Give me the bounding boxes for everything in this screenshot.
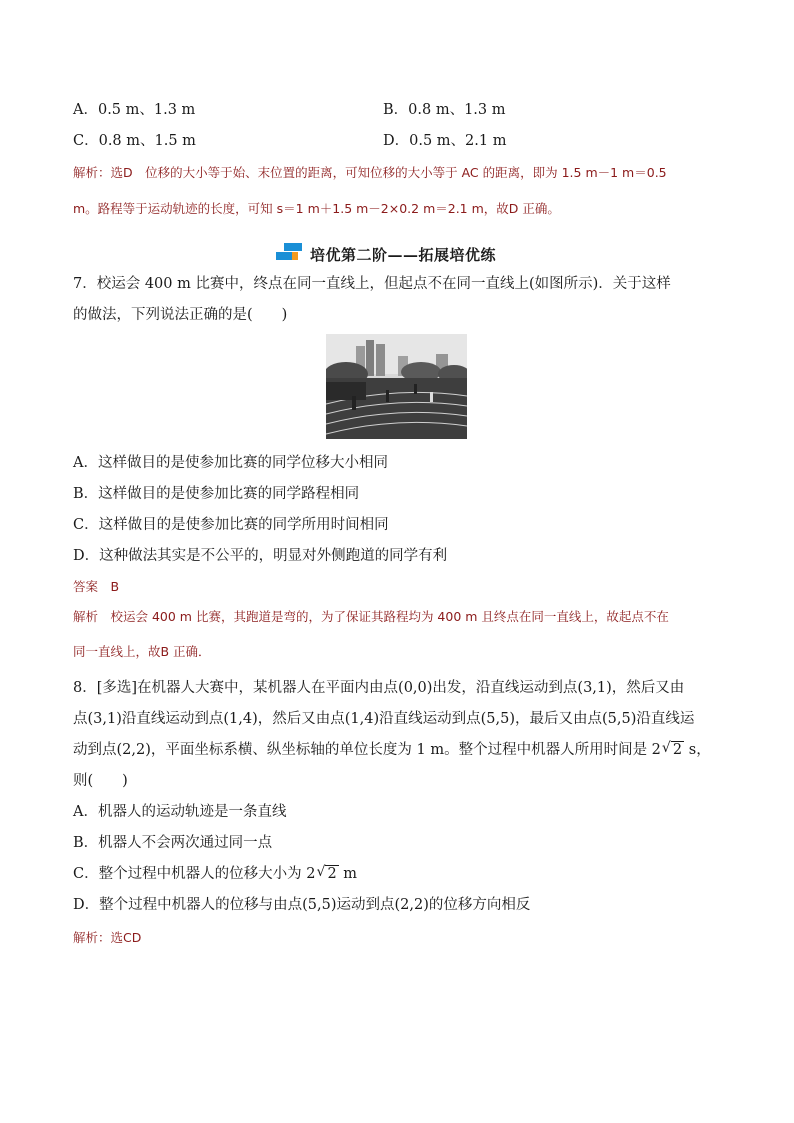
section-heading-icon xyxy=(276,243,304,265)
q7-stem-line1: 7．校运会 400 m 比赛中，终点在同一直线上，但起点不在同一直线上(如图所示)．关于这样 xyxy=(73,276,671,292)
section-heading xyxy=(276,242,496,266)
q8-analysis: 解析：选CD xyxy=(73,930,142,945)
q6-option-b: B．0.8 m、1.3 m xyxy=(383,102,506,118)
q8-option-c: C．整个过程中机器人的位移大小为 2 √ 2 m xyxy=(73,864,358,882)
q7-option-a: A．这样做目的是使参加比赛的同学位移大小相同 xyxy=(73,455,388,471)
q8-stem-line2: 点(3,1)沿直线运动到点(1,4)，然后又由点(1,4)沿直线运动到点(5,5)，最后又由点(5,5)沿直线运 xyxy=(73,711,695,727)
q6-analysis-line1: 解析：选D 位移的大小等于始、末位置的距离，可知位移的大小等于 AC 的距离，即为 1.5 m－1 m＝0.5 xyxy=(73,165,667,180)
q7-option-b: B．这样做目的是使参加比赛的同学路程相同 xyxy=(73,486,360,502)
q7-analysis-line2: 同一直线上，故B 正确． xyxy=(73,644,211,659)
sqrt-symbol: √ 2 xyxy=(661,740,683,758)
q8-stem-line1: 8．[多选]在机器人大赛中，某机器人在平面内由点(0,0)出发，沿直线运动到点(3,1)，然后又由 xyxy=(73,680,685,696)
q6-option-a: A．0.5 m、1.3 m xyxy=(73,102,196,118)
q7-answer: 答案 B xyxy=(73,579,120,594)
track-race-photo xyxy=(326,334,467,439)
q7-stem-line2: 的做法，下列说法正确的是( ) xyxy=(73,307,288,323)
q8-option-b: B．机器人不会两次通过同一点 xyxy=(73,835,273,851)
section-title: 培优第二阶——拓展培优练 xyxy=(310,245,497,264)
q6-analysis-line2: m。路程等于运动轨迹的长度，可知 s＝1 m＋1.5 m－2×0.2 m＝2.1 m，故D 正确。 xyxy=(73,201,560,216)
q7-analysis-line1: 解析 校运会 400 m 比赛，其跑道是弯的，为了保证其路程均为 400 m 且终点在同一直线上，故起点不在 xyxy=(73,609,669,624)
sqrt-symbol: √ 2 xyxy=(316,864,337,882)
q8-option-d: D．整个过程中机器人的位移与由点(5,5)运动到点(2,2)的位移方向相反 xyxy=(73,897,531,913)
q6-option-c: C．0.8 m、1.5 m xyxy=(73,133,196,149)
q8-stem-line3: 动到点(2,2)，平面坐标系横、纵坐标轴的单位长度为 1 m。整个过程中机器人所用时间是 2 √ 2 s， xyxy=(73,740,711,758)
q6-option-d: D．0.5 m、2.1 m xyxy=(383,133,507,149)
q7-option-d: D．这种做法其实是不公平的，明显对外侧跑道的同学有利 xyxy=(73,548,448,564)
q8-stem-line4: 则( ) xyxy=(73,773,128,789)
q8-option-a: A．机器人的运动轨迹是一条直线 xyxy=(73,804,287,820)
q7-option-c: C．这样做目的是使参加比赛的同学所用时间相同 xyxy=(73,517,389,533)
